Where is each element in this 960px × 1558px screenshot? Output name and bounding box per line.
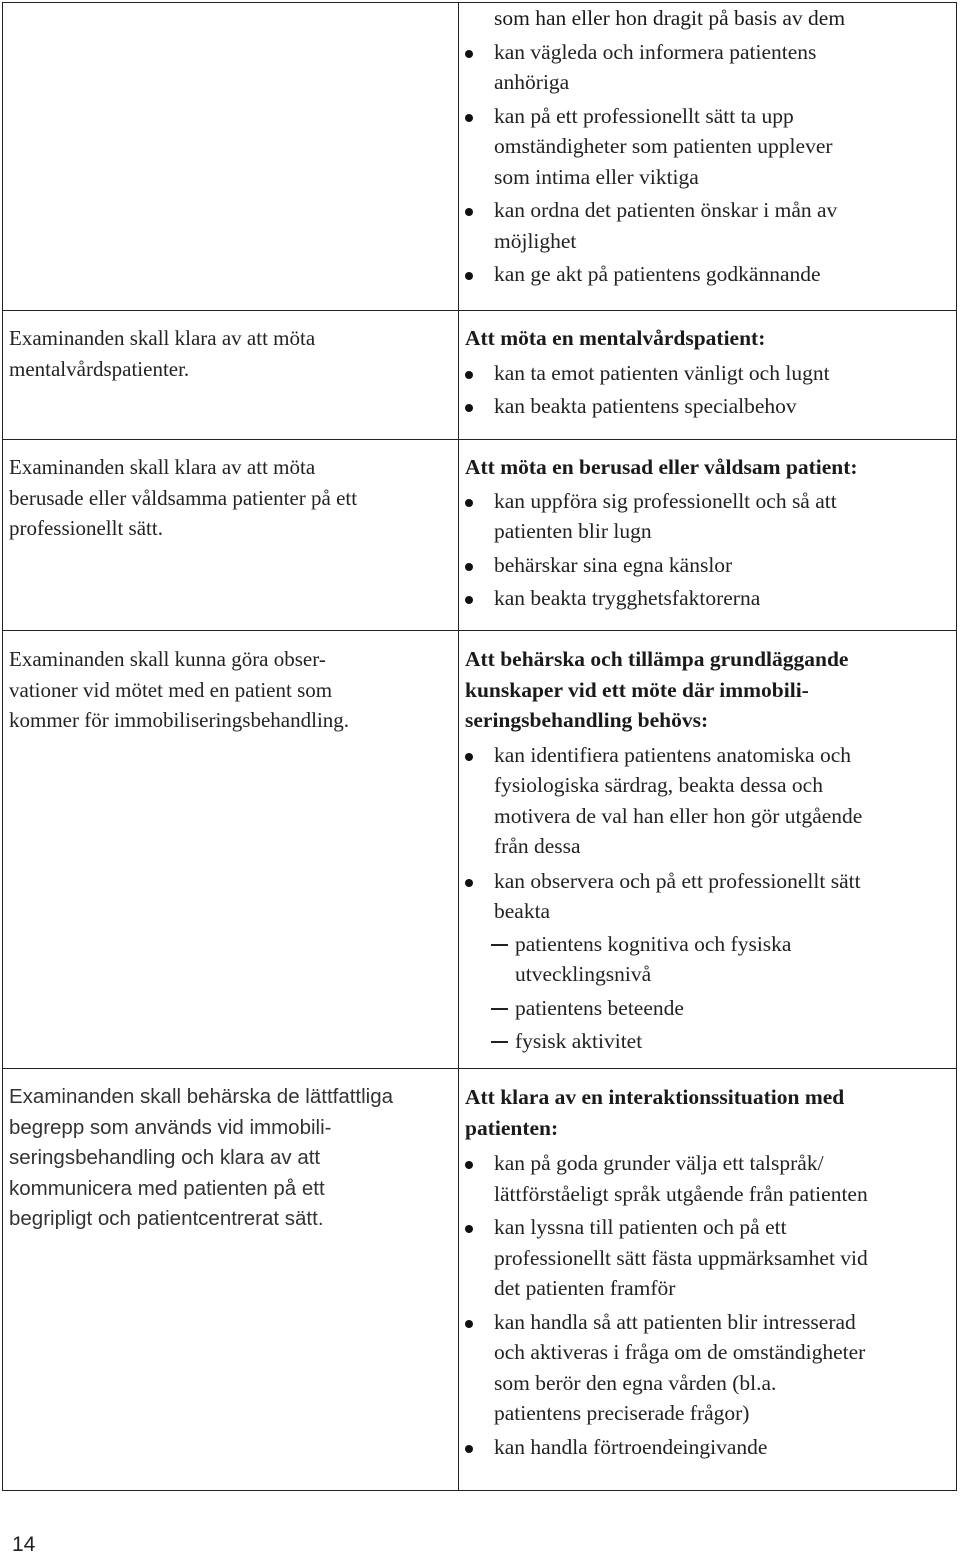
left-criterion-mental-health [9,323,449,384]
text-line: kan på goda grunder välja ett talspråk/ [494,1151,824,1175]
text-line: berusade eller våldsamma patienter på ett [9,485,358,510]
right-section-continued [465,3,953,290]
bullet-icon [465,371,473,379]
bullet-icon [465,879,473,887]
text-line: begripligt och patientcentrerat sätt. [9,1207,324,1230]
text-line: patientens beteende [515,995,684,1020]
bullet-icon [465,404,473,412]
list-item [465,259,953,290]
text-line: Examinanden skall behärska de lättfattliga [9,1085,394,1108]
list-item [465,929,953,990]
heading-line: seringsbehandling behövs: [465,708,709,732]
bullet-list [465,37,953,290]
left-criterion-communication [9,1082,449,1235]
text-line: kan handla förtroendeingivande [494,1434,768,1459]
text-line: kan ge akt på patientens godkännande [494,262,821,286]
text-line: kan ta emot patienten vänligt och lugnt [494,360,830,385]
row-divider [3,630,956,631]
list-item [465,1307,953,1429]
bullet-icon [465,1320,473,1328]
text-line: patienten blir lugn [494,519,652,543]
row-divider [3,310,956,311]
bullet-icon [465,1445,473,1453]
list-item [465,101,953,193]
text-line: utvecklingsnivå [515,962,652,986]
list-item [465,866,953,927]
list-item [465,1212,953,1304]
bullet-icon [465,114,473,122]
text-line: kan observera och på ett professionellt sätt [494,868,861,893]
text-line: begrepp som används vid immobili- [9,1115,332,1139]
text-line: det patienten framför [494,1276,676,1300]
row-divider [3,1068,956,1069]
bullet-icon [465,753,473,761]
section-heading: Att möta en berusad eller våldsam patient: [465,455,858,479]
text-line: vationer vid mötet med en patient som [9,677,333,702]
list-item [465,550,953,581]
right-section-intoxicated-violent [465,452,953,614]
text-line: seringsbehandling och klara av att [9,1146,321,1169]
text-line: patientens preciserade frågor) [494,1401,750,1425]
dash-icon [491,1041,508,1043]
dash-icon [491,944,508,946]
text-line: kan beakta patientens specialbehov [494,394,797,418]
text-line: patientens kognitiva och fysiska [515,931,792,956]
right-section-mental-health [465,323,953,422]
bullet-list [465,1148,953,1462]
bullet-icon [465,1161,473,1169]
text-line: från dessa [494,834,581,858]
text-line: Examinanden skall kunna göra obser- [9,647,326,671]
text-line: professionellt sätt fästa uppmärksamhet vid [494,1245,868,1270]
section-heading: Att möta en mentalvårdspatient: [465,326,766,350]
bullet-icon [465,1225,473,1233]
bullet-icon [465,208,473,216]
list-item [465,993,953,1024]
text-line: behärskar sina egna känslor [494,552,733,577]
bullet-icon [465,596,473,604]
text-line: motivera de val han eller hon gör utgående [494,803,863,828]
dash-list [465,929,953,1057]
left-criterion-intoxicated-violent [9,452,449,544]
bullet-icon [465,50,473,58]
right-section-interaction [465,1082,953,1462]
text-line: kan lyssna till patienten och på ett [494,1215,787,1239]
list-item [465,358,953,389]
text-line: fysiologiska särdrag, beakta dessa och [494,773,823,797]
right-section-immobilisation [465,644,953,1057]
continuation-line: som han eller hon dragit på basis av dem [494,6,846,30]
bullet-icon [465,499,473,507]
text-line: kan handla så att patienten blir intresserad [494,1309,856,1334]
list-item [465,1148,953,1209]
text-line: möjlighet [494,228,577,253]
text-line: kan identifiera patientens anatomiska och [494,742,852,767]
heading-line: Att behärska och tillämpa grundläggande [465,647,849,671]
list-item [465,583,953,614]
page-number: 14 [12,1533,36,1556]
list-item [465,1432,953,1463]
heading-line: patienten: [465,1115,559,1140]
bullet-icon [465,272,473,280]
bullet-list [465,740,953,927]
text-line: som berör den egna vården (bl.a. [494,1370,777,1395]
dash-icon [491,1008,508,1010]
text-line: Examinanden skall klara av att möta [9,455,316,479]
heading-line: kunskaper vid ett möte där immobili- [465,677,809,702]
text-line: beakta [494,899,551,923]
text-line: Examinanden skall klara av att möta [9,326,316,350]
bullet-list [465,486,953,614]
text-line: mentalvårdspatienter. [9,356,190,381]
text-line: lättförståeligt språk utgående från patienten [494,1181,868,1206]
row-divider [3,439,956,440]
text-line: kan på ett professionellt sätt ta upp [494,103,794,128]
text-line: kan ordna det patienten önskar i mån av [494,198,838,222]
list-item [465,1026,953,1057]
list-item [465,486,953,547]
text-line: omständigheter som patienten upplever [494,134,833,158]
text-line: kan beakta trygghetsfaktorerna [494,586,761,610]
text-line: kan uppföra sig professionellt och så att [494,488,837,513]
heading-line: Att klara av en interaktionssituation med [465,1085,845,1109]
section-heading [465,1082,953,1143]
text-line: kommunicera med patienten på ett [9,1176,325,1200]
list-item [465,37,953,98]
text-line: anhöriga [494,70,570,94]
column-divider [458,3,459,1490]
list-item [465,195,953,256]
text-line: kommer för immobiliseringsbehandling. [9,708,350,732]
list-item [465,740,953,862]
bullet-icon [465,563,473,571]
text-line: som intima eller viktiga [494,164,699,189]
text-line: professionellt sätt. [9,516,163,540]
left-criterion-immobilisation-observation [9,644,449,736]
list-item [465,391,953,422]
text-line: fysisk aktivitet [515,1029,643,1053]
text-line: och aktiveras i fråga om de omständigheter [494,1340,866,1364]
section-heading [465,644,953,736]
text-line: kan vägleda och informera patientens [494,39,817,64]
bullet-list [465,358,953,422]
